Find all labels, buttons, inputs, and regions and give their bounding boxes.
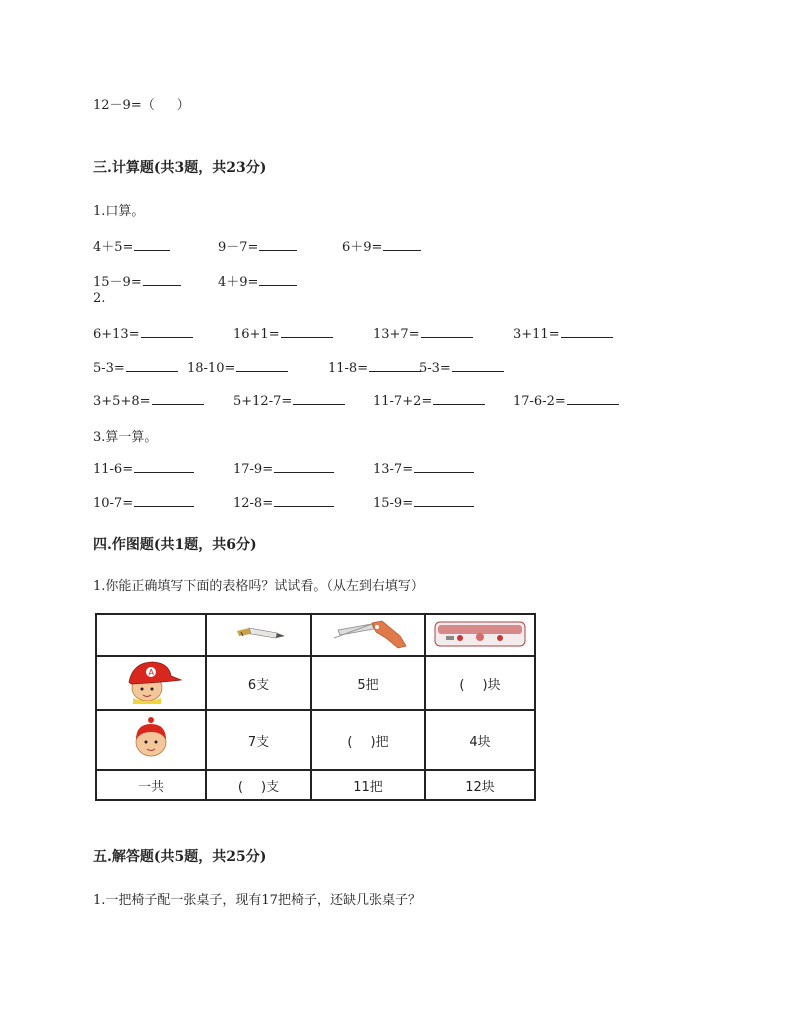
cell-knives-5: 5把 <box>311 656 425 710</box>
folding-knife-icon <box>320 616 416 650</box>
cell-pens-6: 6支 <box>206 656 311 710</box>
calc-item: 13-7= <box>373 460 474 477</box>
cell-boxes-blank: ( )块 <box>425 656 535 710</box>
calc-item: 4＋5= <box>93 236 170 255</box>
q3-2-title: 2. <box>93 291 106 306</box>
calc-item: 16+1= <box>233 325 333 342</box>
calc-item: 5+12-7= <box>233 392 345 409</box>
pencil-icon <box>229 622 289 644</box>
girl-icon <box>126 714 176 762</box>
calc-item: 6＋9= <box>342 236 421 255</box>
section-3-heading: 三.计算题(共3题，共23分) <box>93 160 267 176</box>
calc-item: 18-10= <box>187 359 288 376</box>
calc-item: 3+11= <box>513 325 613 342</box>
calc-item: 13+7= <box>373 325 473 342</box>
cell-total-label: 一共 <box>96 770 206 800</box>
svg-text:A: A <box>148 668 154 677</box>
calc-item: 10-7= <box>93 494 194 511</box>
calc-item: 17-6-2= <box>513 392 619 409</box>
cell-pens-7: 7支 <box>206 710 311 770</box>
calc-item: 11-8= <box>328 359 421 376</box>
pencil-box-image-cell <box>425 614 535 656</box>
calc-item: 3+5+8= <box>93 392 204 409</box>
cell-knives-blank: ( )把 <box>311 710 425 770</box>
calc-item: 11-6= <box>93 460 194 477</box>
girl-image-cell <box>96 710 206 770</box>
knife-image-cell <box>311 614 425 656</box>
calc-item: 5-3= <box>419 359 504 376</box>
cell-knives-total: 11把 <box>311 770 425 800</box>
cell-boxes-total: 12块 <box>425 770 535 800</box>
calc-item: 17-9= <box>233 460 334 477</box>
header-blank-cell <box>96 614 206 656</box>
pencil-box-icon <box>432 616 528 650</box>
section-5-heading: 五.解答题(共5题，共25分) <box>93 849 267 865</box>
section-4-heading: 四.作图题(共1题，共6分) <box>93 537 257 553</box>
q4-1-title: 1.你能正确填写下面的表格吗？试试看。（从左到右填写） <box>93 579 424 594</box>
pen-image-cell <box>206 614 311 656</box>
calc-item: 12-8= <box>233 494 334 511</box>
calc-item: 15－9= <box>93 271 181 290</box>
calc-item: 9－7= <box>218 236 297 255</box>
calc-item: 6+13= <box>93 325 193 342</box>
prev-question: 12－9=（ ） <box>93 98 190 113</box>
calc-item: 11-7+2= <box>373 392 485 409</box>
cell-boxes-4: 4块 <box>425 710 535 770</box>
calc-item: 4＋9= <box>218 271 297 290</box>
fill-table <box>95 613 536 801</box>
q3-3-title: 3.算一算。 <box>93 430 158 445</box>
calc-item: 15-9= <box>373 494 474 511</box>
q3-1-title: 1.口算。 <box>93 204 145 219</box>
boy-image-cell <box>96 656 206 710</box>
cell-pens-total-blank: ( )支 <box>206 770 311 800</box>
q5-1-title: 1.一把椅子配一张桌子，现有17把椅子，还缺几张桌子？ <box>93 893 421 908</box>
calc-item: 5-3= <box>93 359 178 376</box>
boy-with-cap-icon <box>119 658 183 704</box>
